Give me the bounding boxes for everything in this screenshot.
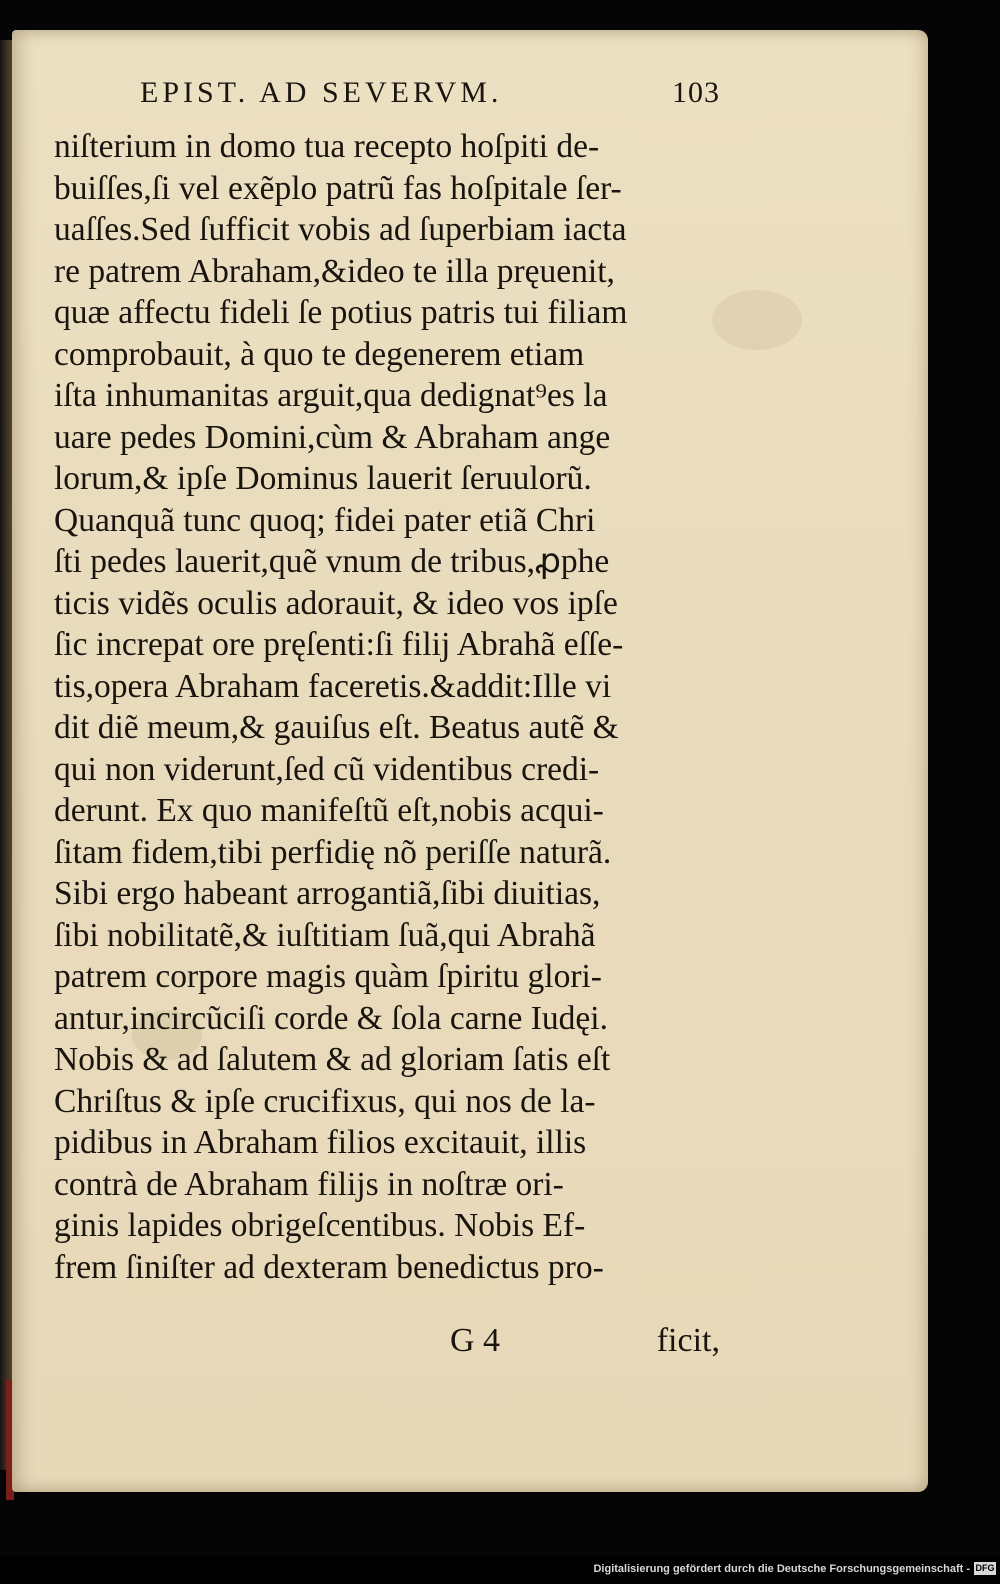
signature-line bbox=[450, 1322, 720, 1366]
dfg-logo: DFG bbox=[975, 1563, 995, 1573]
text-line: ticis vidẽs oculis adorauit, & ideo vos ipſe bbox=[54, 584, 618, 622]
text-line: tis,opera Abraham faceretis.&addit:Ille vi bbox=[54, 667, 612, 705]
signature-mark: G 4 bbox=[450, 1322, 501, 1359]
text-line: uaſſes.Sed ſufficit vobis ad ſuperbiam iacta bbox=[54, 211, 627, 248]
text-line: Nobis & ad ſalutem & ad gloriam ſatis eſt bbox=[54, 1041, 611, 1078]
text-line: buiſſes,ſi vel exẽplo patrũ fas hoſpitale ſer- bbox=[54, 169, 622, 207]
text-line: dit diẽ meum,& gauiſus eſt. Beatus autẽ & bbox=[54, 709, 619, 746]
page-number: 103 bbox=[672, 76, 720, 109]
text-line: niſterium in domo tua recepto hoſpiti de- bbox=[54, 128, 600, 165]
text-line: Chriſtus & ipſe crucifixus, qui nos de la- bbox=[54, 1082, 596, 1120]
text-line: ſic increpat ore pręſenti:ſi filij Abrahã eſſe- bbox=[54, 626, 624, 663]
text-line: frem ſiniſter ad dexteram benedictus pro- bbox=[54, 1248, 604, 1286]
text-line: re patrem Abraham,&ideo te illa pręuenit, bbox=[54, 252, 615, 290]
text-line: pidibus in Abraham filios excitauit, illis bbox=[54, 1124, 587, 1161]
text-line: Quanquã tunc quoq; fidei pater etiã Chri bbox=[54, 501, 596, 539]
text-line: antur,incircũciſi corde & ſola carne Iudęi. bbox=[54, 999, 608, 1037]
footer-bar bbox=[0, 1556, 1000, 1584]
text-line: ginis lapides obrigeſcentibus. Nobis Ef- bbox=[54, 1207, 586, 1244]
text-line: ſitam fidem,tibi perfidię nõ periſſe naturã. bbox=[54, 833, 612, 871]
running-head bbox=[140, 76, 720, 116]
text-line: qui non viderunt,ſed cũ videntibus credi- bbox=[54, 750, 600, 788]
text-line: patrem corpore magis quàm ſpiritu glori- bbox=[54, 958, 602, 995]
text-line: contrà de Abraham filijs in noſtræ ori- bbox=[54, 1165, 564, 1203]
catchword: ficit, bbox=[656, 1322, 720, 1359]
text-line: iſta inhumanitas arguit,qua dedignat⁹es la bbox=[54, 377, 608, 414]
text-line: uare pedes Domini,cùm & Abraham ange bbox=[54, 418, 611, 456]
body-text bbox=[54, 126, 734, 1288]
text-line: Sibi ergo habeant arrogantiã,ſibi diuitias, bbox=[54, 875, 601, 912]
text-line: quæ affectu fideli ſe potius patris tui filiam bbox=[54, 294, 628, 331]
funding-credit: Digitalisierung gefördert durch die Deutsche Forschungsgemeinschaft - bbox=[593, 1563, 970, 1575]
text-line: lorum,& ipſe Dominus lauerit ſeruulorũ. bbox=[54, 460, 592, 497]
text-line: comprobauit, à quo te degenerem etiam bbox=[54, 335, 585, 373]
text-line: derunt. Ex quo manifeſtũ eſt,nobis acqui- bbox=[54, 792, 604, 829]
text-line: ſti pedes lauerit,quẽ vnum de tribus,ꝓphe bbox=[54, 543, 610, 580]
running-head-title: EPIST. AD SEVERVM. bbox=[140, 76, 503, 109]
text-line: ſibi nobilitatẽ,& iuſtitiam ſuã,qui Abrahã bbox=[54, 916, 596, 954]
